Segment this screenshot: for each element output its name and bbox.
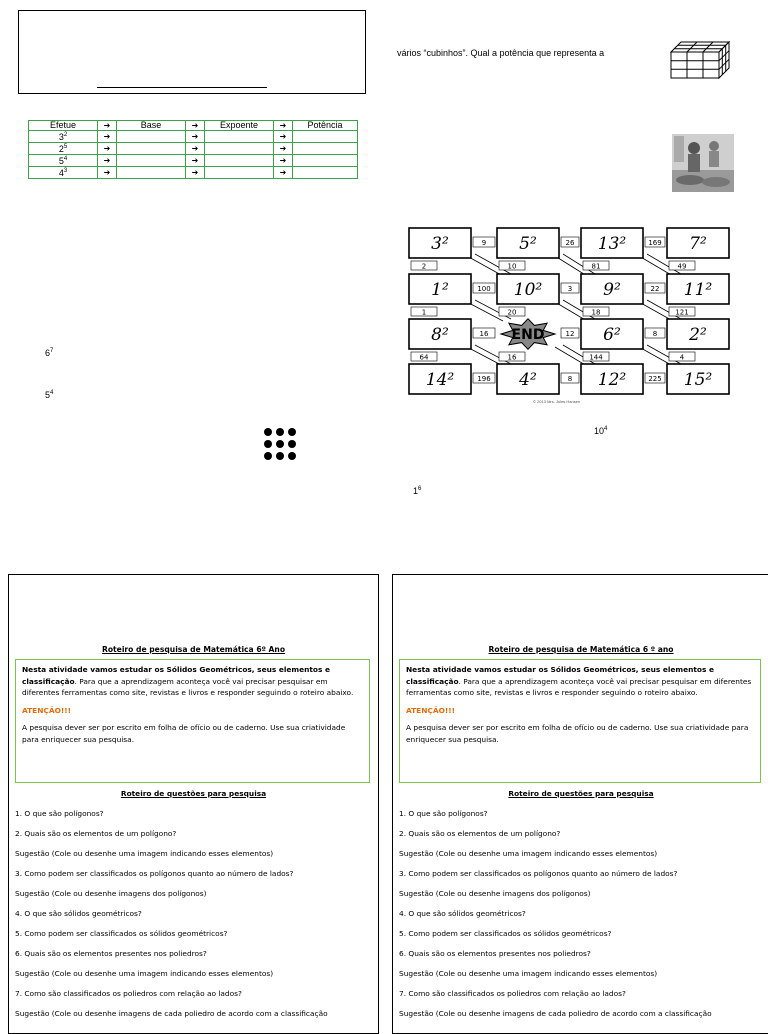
header-base: Base xyxy=(117,121,186,131)
maze-edge-label: 22 xyxy=(650,285,660,293)
efetue-cell: $4^3$ xyxy=(29,167,98,179)
base-answer-cell[interactable] xyxy=(117,131,186,143)
questions-title: Roteiro de questões para pesquisa xyxy=(120,789,267,798)
maze-cell-label: 5² xyxy=(519,234,537,254)
base-answer-cell[interactable] xyxy=(117,143,186,155)
list-item: Sugestão (Cole ou desenhe uma imagem indicando esses elementos) xyxy=(399,849,658,858)
arrow-icon: ➔ xyxy=(274,121,293,131)
attention-text: A pesquisa dever ser por escrito em folha de ofício ou de caderno. Use sua criatividade para enriquecer sua pesquisa. xyxy=(22,723,346,744)
maze-cell-label: 6² xyxy=(603,325,621,345)
table-row xyxy=(29,155,358,167)
arrow-icon: ➔ xyxy=(98,131,117,143)
arrow-icon: ➔ xyxy=(186,121,205,131)
maze-edge-label: 20 xyxy=(507,308,517,317)
maze-edge-label: 100 xyxy=(477,285,491,293)
rubiks-cube-icon xyxy=(669,40,731,80)
maze-cell-label: 8² xyxy=(431,325,449,345)
maze-cell-label: 15² xyxy=(683,370,713,390)
efetue-cell: $2^5$ xyxy=(29,143,98,155)
maze-credit: © 2013 Mrs. Jules Hansen xyxy=(533,399,581,404)
cube-question-text: vários “cubinhos”. Qual a potência que representa a xyxy=(397,48,605,58)
dots-grid xyxy=(264,428,300,464)
table-header-row xyxy=(29,121,358,131)
questions-title: Roteiro de questões para pesquisa xyxy=(508,789,654,798)
expoente-answer-cell[interactable] xyxy=(205,155,274,167)
list-item: 3. Como podem ser classificados os polígonos quanto ao número de lados? xyxy=(15,869,294,878)
arrow-icon: ➔ xyxy=(98,143,117,155)
list-item: 5. Como podem ser classificados os sólidos geométricos? xyxy=(15,929,228,938)
arrow-icon: ➔ xyxy=(274,155,293,167)
list-item: Sugestão (Cole ou desenhe imagens dos polígonos) xyxy=(399,889,591,898)
maze-edge-label: 3 xyxy=(567,285,573,293)
maze-cell-label: 3² xyxy=(431,234,449,254)
table-row xyxy=(29,143,358,155)
base-answer-cell[interactable] xyxy=(117,155,186,167)
arrow-icon: ➔ xyxy=(186,167,205,179)
research-page-right xyxy=(392,574,768,1034)
list-item: 7. Como são classificados os poliedros com relação ao lados? xyxy=(399,989,626,998)
list-item: Sugestão (Cole ou desenhe uma imagem indicando esses elementos) xyxy=(15,849,274,858)
arrow-icon: ➔ xyxy=(186,155,205,167)
list-item: 1. O que são polígonos? xyxy=(399,809,488,818)
list-item: 7. Como são classificados os poliedros com relação ao lados? xyxy=(15,989,242,998)
maze-cell-label: 10² xyxy=(513,280,543,300)
maze-edge-label: 8 xyxy=(652,330,658,338)
intro-box xyxy=(399,659,761,783)
power-table xyxy=(28,120,358,179)
list-item: 1. O que são polígonos? xyxy=(15,809,104,818)
list-item: Sugestão (Cole ou desenhe imagens de cada poliedro de acordo com a classificação xyxy=(399,1009,712,1018)
page-title: Roteiro de pesquisa de Matemática 6 º ano xyxy=(488,645,674,654)
arrow-icon: ➔ xyxy=(274,167,293,179)
list-item: Sugestão (Cole ou desenhe imagens de cada poliedro de acordo com a classificação xyxy=(15,1009,328,1018)
maze-edge-label: 225 xyxy=(648,375,662,383)
header-expoente: Expoente xyxy=(205,121,274,131)
maze-end-label: END xyxy=(511,327,545,343)
arrow-icon: ➔ xyxy=(274,131,293,143)
maze-cell-label: 1² xyxy=(431,280,449,300)
photo-image xyxy=(672,134,734,192)
intro-box xyxy=(15,659,370,783)
maze-cell-label: 12² xyxy=(597,370,627,390)
header-box xyxy=(18,10,366,94)
maze-edge-label: 10 xyxy=(507,262,517,271)
powers-maze xyxy=(403,222,743,400)
maze-cell-label: 4² xyxy=(519,370,537,390)
maze-cell-label: 9² xyxy=(603,280,621,300)
maze-edge-label: 8 xyxy=(567,375,573,383)
maze-edge-label: 196 xyxy=(477,375,491,383)
attention-label: ATENÇÃO!!! xyxy=(22,705,71,715)
efetue-cell: $3^2$ xyxy=(29,131,98,143)
maze-edge-label: 49 xyxy=(677,262,687,271)
page-title: Roteiro de pesquisa de Matemática 6º Ano xyxy=(101,645,286,654)
list-item: Sugestão (Cole ou desenhe uma imagem indicando esses elementos) xyxy=(399,969,658,978)
list-item: 5. Como podem ser classificados os sólidos geométricos? xyxy=(399,929,612,938)
maze-edge-label: 16 xyxy=(479,330,489,338)
arrow-icon: ➔ xyxy=(98,155,117,167)
maze-edge-label: 18 xyxy=(591,308,601,317)
potencia-answer-cell[interactable] xyxy=(293,131,358,143)
attention-label: ATENÇÃO!!! xyxy=(406,705,455,715)
intro-text: Nesta atividade vamos estudar os Sólidos Geométricos, seus elementos e classificação. Para que a aprendizagem aconteça você vai precisar pesquisar em diferentes ferramentas como site, revistas e livros e responder seguindo o roteiro abaixo. xyxy=(406,665,752,697)
expoente-answer-cell[interactable] xyxy=(205,167,274,179)
power-label: $5^4$ xyxy=(45,390,54,400)
potencia-answer-cell[interactable] xyxy=(293,155,358,167)
potencia-answer-cell[interactable] xyxy=(293,143,358,155)
maze-edge-label: 144 xyxy=(589,353,603,362)
arrow-icon: ➔ xyxy=(186,143,205,155)
potencia-answer-cell[interactable] xyxy=(293,167,358,179)
expoente-answer-cell[interactable] xyxy=(205,143,274,155)
questions-list xyxy=(399,809,765,1029)
research-page-left xyxy=(8,574,379,1034)
table-row xyxy=(29,167,358,179)
base-answer-cell[interactable] xyxy=(117,167,186,179)
header-potencia: Potência xyxy=(293,121,358,131)
maze-edge-label: 1 xyxy=(421,308,427,317)
maze-edge-label: 26 xyxy=(565,239,575,247)
arrow-icon: ➔ xyxy=(98,167,117,179)
power-label: $10^4$ xyxy=(594,426,608,436)
power-label: $1^6$ xyxy=(413,486,422,496)
name-line xyxy=(97,87,267,88)
arrow-icon: ➔ xyxy=(186,131,205,143)
maze-edge-label: 4 xyxy=(679,353,685,362)
maze-edge-label: 121 xyxy=(675,308,689,317)
list-item: 6. Quais são os elementos presentes nos poliedros? xyxy=(399,949,591,958)
list-item: 4. O que são sólidos geométricos? xyxy=(15,909,142,918)
intro-text: Nesta atividade vamos estudar os Sólidos Geométricos, seus elementos e classificação. Para que a aprendizagem aconteça você vai precisar pesquisar em diferentes ferramentas como site, revistas e livros e responder seguindo o roteiro abaixo. xyxy=(22,665,354,697)
questions-list xyxy=(15,809,374,1029)
header-efetue: Efetue xyxy=(29,121,98,131)
power-label: $6^7$ xyxy=(45,348,54,358)
list-item: 4. O que são sólidos geométricos? xyxy=(399,909,526,918)
list-item: Sugestão (Cole ou desenhe imagens dos polígonos) xyxy=(15,889,207,898)
maze-cell-label: 7² xyxy=(689,234,707,254)
maze-cell-label: 14² xyxy=(425,370,455,390)
maze-cell-label: 2² xyxy=(689,325,707,345)
maze-edge-label: 9 xyxy=(481,239,487,247)
maze-cell-label: 13² xyxy=(597,234,627,254)
list-item: Sugestão (Cole ou desenhe uma imagem indicando esses elementos) xyxy=(15,969,274,978)
list-item: 6. Quais são os elementos presentes nos poliedros? xyxy=(15,949,207,958)
arrow-icon: ➔ xyxy=(274,143,293,155)
list-item: 2. Quais são os elementos de um polígono? xyxy=(399,829,561,838)
maze-cell-label: 11² xyxy=(683,280,713,300)
efetue-cell: $5^4$ xyxy=(29,155,98,167)
list-item: 2. Quais são os elementos de um polígono? xyxy=(15,829,177,838)
attention-text: A pesquisa dever ser por escrito em folha de ofício ou de caderno. Use sua criatividade para enriquecer sua pesquisa. xyxy=(406,723,749,744)
maze-edge-label: 81 xyxy=(591,262,601,271)
arrow-icon: ➔ xyxy=(98,121,117,131)
expoente-answer-cell[interactable] xyxy=(205,131,274,143)
list-item: 3. Como podem ser classificados os polígonos quanto ao número de lados? xyxy=(399,869,678,878)
maze-edge-label: 16 xyxy=(507,353,517,362)
maze-edge-label: 169 xyxy=(648,239,662,247)
maze-edge-label: 2 xyxy=(421,262,427,271)
maze-edge-label: 64 xyxy=(419,353,429,362)
maze-edge-label: 12 xyxy=(565,330,575,338)
table-row xyxy=(29,131,358,143)
